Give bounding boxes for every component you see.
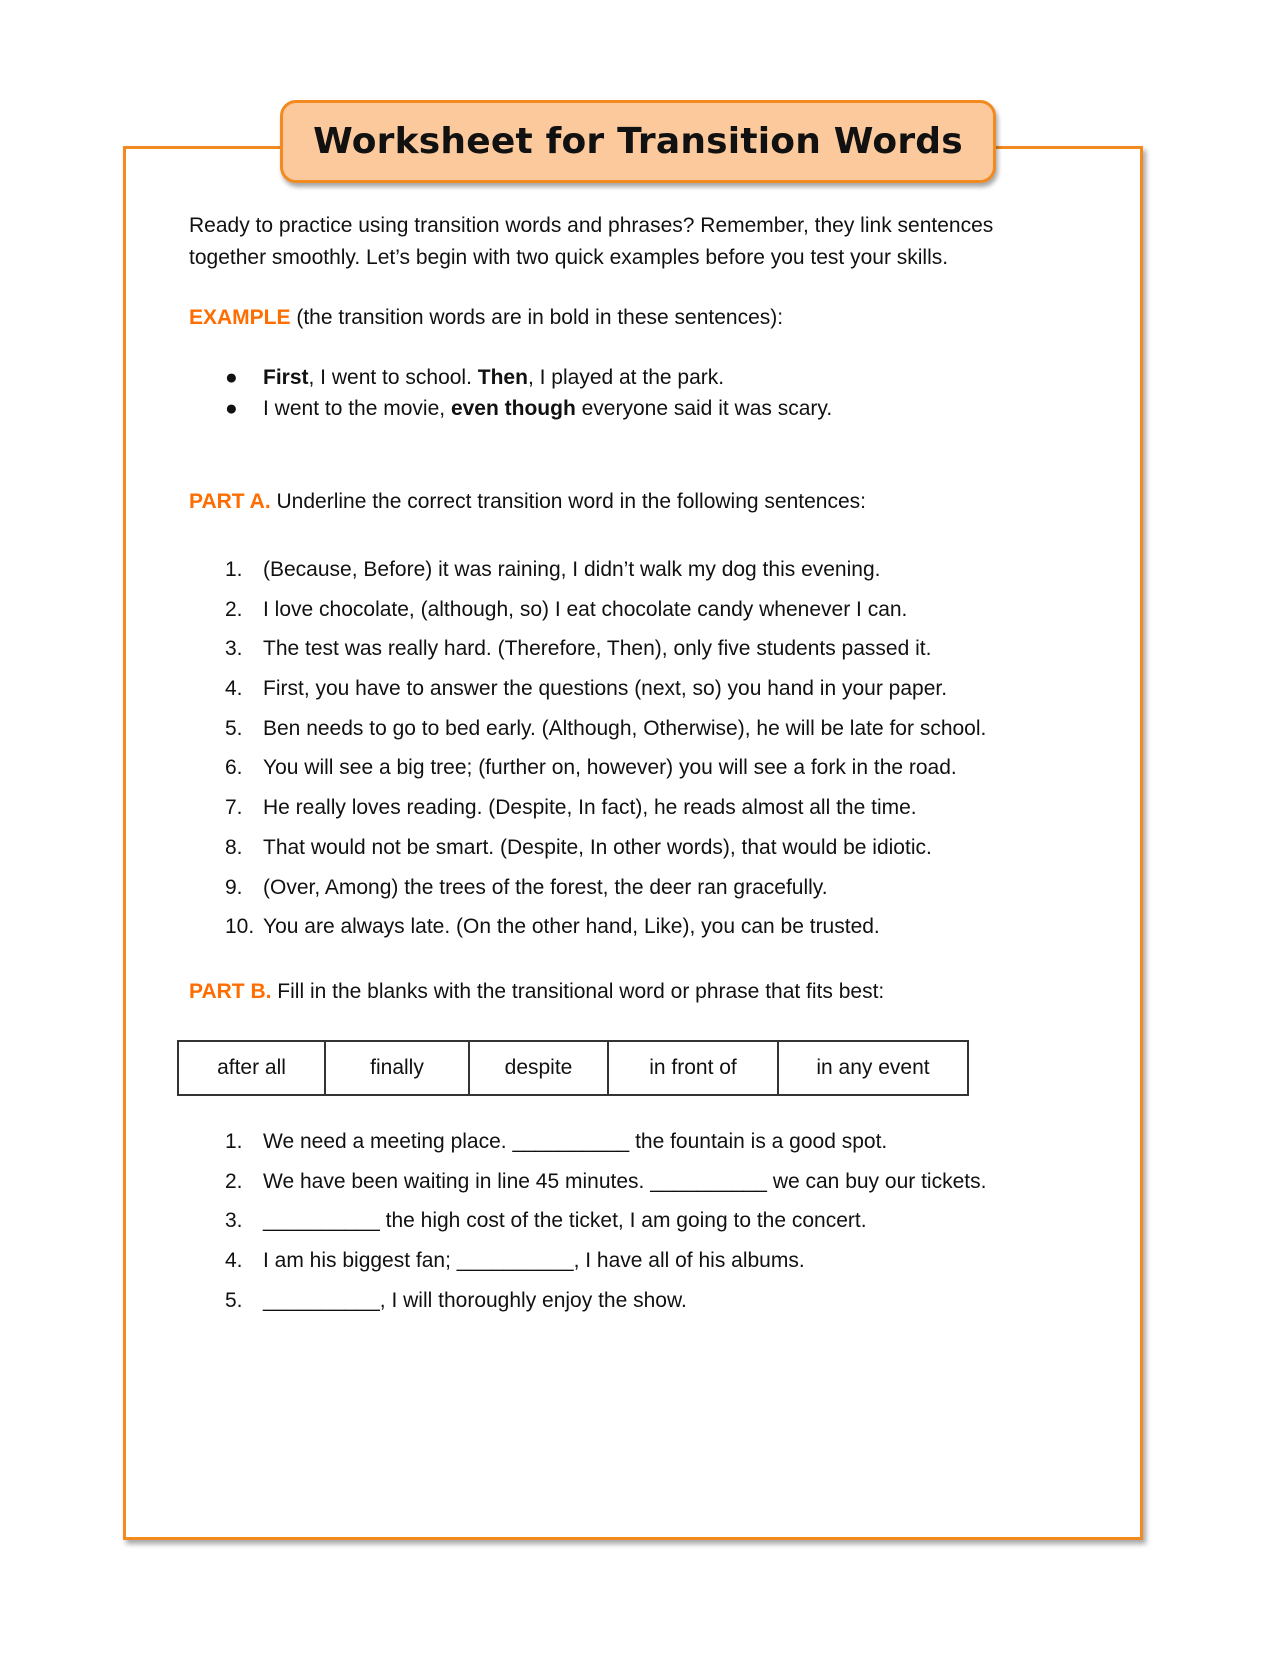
example-list: [225, 362, 832, 424]
item-number: 1.: [225, 558, 243, 581]
question-item[interactable]: [225, 828, 986, 868]
item-number: 5.: [225, 716, 243, 740]
question-item[interactable]: [225, 629, 986, 669]
item-text[interactable]: You will see a big tree; (further on, however) you will see a fork in the road.: [263, 756, 957, 780]
item-number: 1.: [225, 1130, 243, 1153]
item-number: 3.: [225, 1209, 243, 1233]
word-bank-row: [178, 1041, 968, 1095]
item-text[interactable]: That would not be smart. (Despite, In other words), that would be idiotic.: [263, 835, 932, 859]
item-text-after: , I will thoroughly enjoy the show.: [379, 1288, 687, 1312]
example-instruction: (the transition words are in bold in these sentences):: [290, 306, 784, 329]
item-text-before: We have been waiting in line 45 minutes.: [263, 1169, 651, 1193]
fill-in-item: [225, 1201, 986, 1241]
part-a-label: PART A.: [189, 490, 271, 513]
item-number: 3.: [225, 637, 243, 661]
sentence-text: I went to the movie,: [263, 397, 451, 420]
item-number: 4.: [225, 1249, 243, 1273]
item-number: 4.: [225, 677, 243, 701]
sentence-text: , I went to school.: [308, 366, 478, 389]
intro-paragraph: [189, 210, 1089, 274]
item-text[interactable]: The test was really hard. (Therefore, Then), only five students passed it.: [263, 637, 932, 661]
fill-in-item: [225, 1241, 986, 1281]
question-item[interactable]: [225, 669, 986, 709]
item-text[interactable]: (Because, Before) it was raining, I didn’t walk my dog this evening.: [263, 558, 881, 581]
question-item[interactable]: [225, 590, 986, 630]
item-text-after: the fountain is a good spot.: [629, 1130, 888, 1153]
part-b-instruction: Fill in the blanks with the transitional word or phrase that fits best:: [271, 980, 885, 1003]
bold-transition-word: First: [263, 366, 309, 389]
bullet-icon: ●: [225, 397, 238, 420]
item-number: 8.: [225, 835, 243, 859]
word-bank-cell: in any event: [778, 1041, 968, 1095]
bold-transition-word: even though: [450, 397, 576, 420]
item-text-after: , I have all of his albums.: [573, 1249, 805, 1273]
word-bank-table: [177, 1040, 969, 1096]
question-item[interactable]: [225, 709, 986, 749]
title-banner: [280, 100, 996, 183]
example-heading: [189, 306, 783, 330]
example-bullet: [225, 393, 832, 424]
question-item[interactable]: [225, 550, 986, 590]
word-bank-cell: in front of: [608, 1041, 778, 1095]
answer-blank[interactable]: __________: [263, 1209, 380, 1233]
part-b-heading: [189, 980, 884, 1004]
answer-blank[interactable]: __________: [512, 1130, 630, 1153]
question-item[interactable]: [225, 907, 986, 947]
part-b-list: [225, 1122, 986, 1320]
item-text-before: We need a meeting place.: [263, 1130, 513, 1153]
worksheet-content: [189, 210, 1089, 1312]
intro-line-1: Ready to practice using transition words and phrases? Remember, they link sentences: [189, 214, 994, 237]
example-bullet: [225, 362, 832, 393]
bold-transition-word: Then: [477, 366, 528, 389]
part-b-label: PART B.: [189, 980, 272, 1003]
item-text[interactable]: First, you have to answer the questions (next, so) you hand in your paper.: [263, 677, 948, 701]
item-text[interactable]: (Over, Among) the trees of the forest, the deer ran gracefully.: [263, 875, 828, 899]
item-number: 7.: [225, 796, 243, 820]
fill-in-item: [225, 1162, 986, 1202]
answer-blank[interactable]: __________: [650, 1169, 767, 1193]
item-number: 2.: [225, 1169, 243, 1193]
fill-in-item: [225, 1281, 986, 1321]
item-text[interactable]: Ben needs to go to bed early. (Although, Otherwise), he will be late for school.: [263, 716, 987, 740]
item-text-after: we can buy our tickets.: [766, 1169, 987, 1193]
sentence-text: , I played at the park.: [527, 366, 725, 389]
word-bank-cell: finally: [325, 1041, 469, 1095]
item-text[interactable]: You are always late. (On the other hand, Like), you can be trusted.: [263, 915, 880, 939]
fill-in-item: [225, 1122, 986, 1162]
part-a-list: [225, 550, 986, 947]
item-number: 2.: [225, 597, 243, 621]
question-item[interactable]: [225, 868, 986, 908]
item-number: 9.: [225, 875, 243, 899]
part-a-instruction: Underline the correct transition word in the following sentences:: [270, 490, 866, 513]
sentence-text: everyone said it was scary.: [575, 397, 833, 420]
answer-blank[interactable]: __________: [456, 1249, 574, 1273]
word-bank-cell: after all: [178, 1041, 325, 1095]
question-item[interactable]: [225, 748, 986, 788]
item-number: 6.: [225, 756, 243, 780]
page-title: Worksheet for Transition Words: [313, 121, 963, 162]
item-number: 5.: [225, 1288, 243, 1312]
item-text[interactable]: I love chocolate, (although, so) I eat chocolate candy whenever I can.: [263, 597, 908, 621]
part-a-heading: [189, 490, 866, 514]
intro-line-2: together smoothly. Let’s begin with two quick examples before you test your skills.: [189, 246, 949, 269]
item-text[interactable]: He really loves reading. (Despite, In fact), he reads almost all the time.: [263, 796, 917, 820]
item-number: 10.: [225, 915, 255, 939]
word-bank-cell: despite: [469, 1041, 608, 1095]
bullet-icon: ●: [225, 366, 238, 389]
question-item[interactable]: [225, 788, 986, 828]
answer-blank[interactable]: __________: [263, 1288, 380, 1312]
item-text-before: I am his biggest fan;: [263, 1249, 457, 1273]
item-text-after: the high cost of the ticket, I am going to the concert.: [379, 1209, 867, 1233]
example-label: EXAMPLE: [189, 306, 291, 329]
